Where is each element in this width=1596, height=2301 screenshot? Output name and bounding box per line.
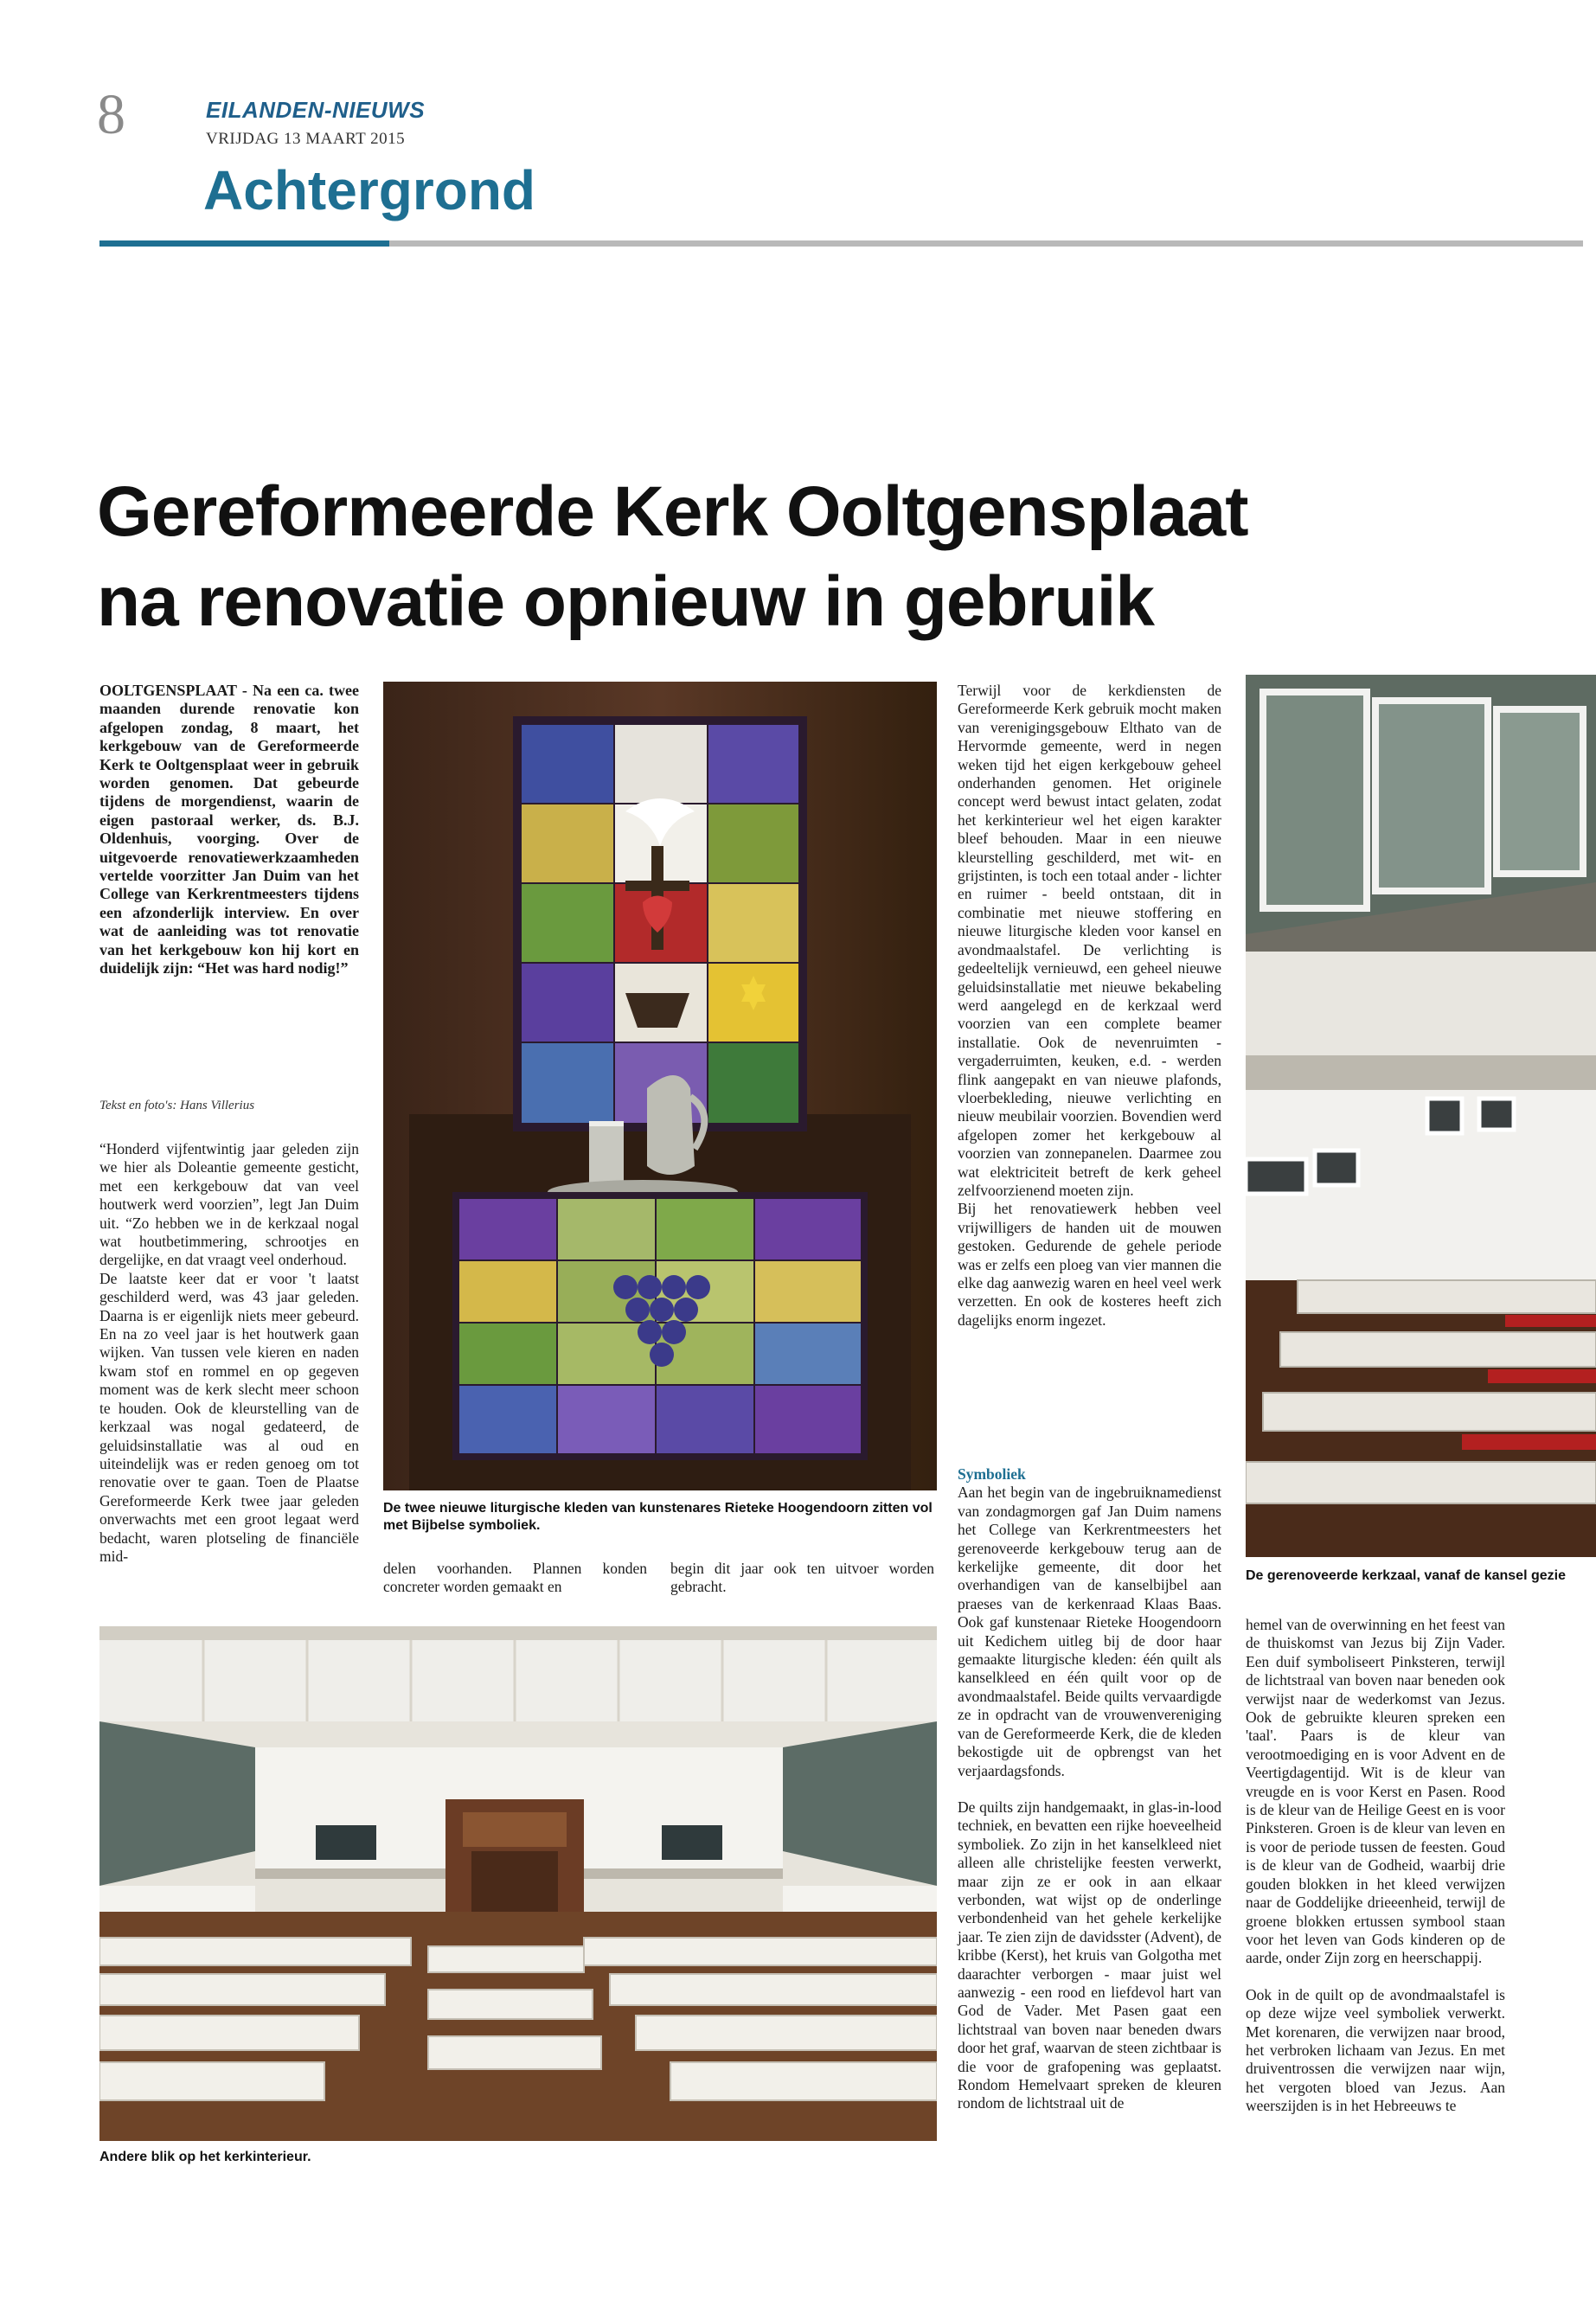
paragraph: hemel van de overwinning en het feest van de thuiskomst van Jezus bij Zijn Vader. Een duif symboliseert Pinksteren, terwijl de lichtstraal van boven naar beneden ook verwijst naar de wederkomst van Jezus. Ook de gebruikte kleuren spreken een 'taal'. Paars is de kleur van verootmoediging en is voor Advent en de Veertigdagentijd. Wit is de kleur van vreugde en is voor Kerst en Pasen. Rood is de kleur van de Heilige Geest en is voor Pinksteren. Groen is de kleur van leven en is voor de periode tussen de feesten. Goud is de kleur van de Godheid, waarbij drie gouden blokken in het kleed verwijzen naar de Goddelijke drieeenheid, terwijl de groene blokken ertussen symbool staan voor het leven van Gods kinderen op de aarde, onder Zijn zorg en heerschappij.	[1246, 1616, 1505, 1967]
article-column-2: delen voorhanden. Plannen konden concreter worden gemaakt en	[383, 1560, 647, 1596]
paragraph: “Honderd vijfentwintig jaar geleden zijn we hier als Doleantie gemeente gesticht, met een kerkgebouw dat van veel houtwerk werd voorzien”, legt Jan Duim uit. “Zo hebben we in de kerkzaal nogal wat houtbetimmering, schrootjes en dergelijke, en dat vraagt veel onderhoud.	[99, 1140, 359, 1269]
subheading: Symboliek	[958, 1465, 1026, 1483]
paragraph: De laatste keer dat er voor 't laatst geschilderd werd, was 43 jaar geleden. Daarna is er eigenlijk niets meer gebeurd. En na zo veel jaar is het houtwerk gaan wijken. Van tussen vele kieren en naden kwam stof en rommel en op gegeven moment was de kerk slecht meer schoon te houden. Ook de kleurstelling van de kerkzaal was nogal gedateerd, de geluidsinstallatie was al oud en uiteindelijk was er reden genoeg om tot renovatie over te gaan. Toen de Plaatse Gereformeerde Kerk twee jaar geleden onverwachts met een groot legaat werd bedacht, waren plotseling de financiële mid-	[99, 1269, 359, 1565]
article-column-3: begin dit jaar ook ten uitvoer worden gebracht.	[670, 1560, 934, 1596]
issue-date: VRIJDAG 13 MAART 2015	[206, 130, 406, 148]
masthead-logo: EILANDEN-NIEUWS	[206, 97, 426, 123]
paragraph: Terwijl voor de kerkdiensten de Gereformeerde Kerk gebruik mocht maken van verenigingsgebouw Elthato van de Hervormde gemeente, werd in negen weken tijd het eigen kerkgebouw geheel onderhanden genomen. Het originele concept werd bewust intact gelaten, zodat het kerkinterieur wel het eigen karakter bleef behouden. Maar in een nieuwe kleurstelling geschilderd, met wit- en grijstinten, is toch een totaal ander - lichter en ruimer - beeld ontstaan, dit in combinatie met nieuwe stoffering en nieuwe liturgische kleden voor kansel en avondmaalstafel. De verlichting is gedeeltelijk vernieuwd, een geheel nieuwe geluidsinstallatie met nieuwe bekabeling werd aangelegd en de kerkzaal werd voorzien van een complete beamer installatie. Ook de nevenruimten - vergaderruimten, keuken, e.d. - werden flink aangepakt en van nieuwe plafonds, vloerbekleding, nieuwe verlichting en nieuw meubilair voorzien. Bovendien werd afgelopen zomer het kerkgebouw al voorzien van zonnepanelen. Daarmee zou wat elektriciteit betreft de kerk geheel zelfvoorzienend moeten zijn.	[958, 682, 1221, 1199]
headline-line-2: na renovatie opnieuw in gebruik	[97, 562, 1154, 641]
section-title: Achtergrond	[203, 159, 535, 221]
church-hall-caption: De gerenoveerde kerkzaal, vanaf de kansel gezie	[1246, 1568, 1566, 1583]
paragraph: Bij het renovatiewerk hebben veel vrijwilligers de handen uit de mouwen gestoken. Gedurende de gehele periode was er zelfs een ploeg van vier mannen die elke dag aanwezig waren en heel veel werk verzetten. En ook de kosteres heeft zich dagelijks enorm ingezet.	[958, 1200, 1221, 1329]
photo-credit: Tekst en foto's: Hans Villerius	[99, 1099, 255, 1112]
church-hall-photo	[1246, 675, 1596, 1557]
header-rule-accent	[99, 240, 389, 247]
article-column-1	[99, 1140, 359, 1566]
article-column-5	[1246, 1616, 1505, 2116]
paragraph: Ook in de quilt op de avondmaalstafel is op deze wijze veel symboliek verwerkt. Met korenaren, die verwijzen naar brood, het verbroken lichaam van Jezus. En met druiventrossen die verwijzen naar wijn, het vergoten bloed van Jezus. Aan weerszijden is in het Hebreeuws te	[1246, 1985, 1505, 2115]
article-intro: OOLTGENSPLAAT - Na een ca. twee maanden durende renovatie kon afgelopen zondag, 8 maart, het kerkgebouw van de Gereformeerde Kerk te Ooltgensplaat weer in gebruik worden genomen. Dat gebeurde tijdens de morgendienst, waarin de eigen pastoraal werker, ds. B.J. Oldenhuis, voorging. Over de uitgevoerde renovatiewerkzaamheden vertelde voorzitter Jan Duim van het College van Kerkrentmeesters tijdens een afzonderlijk interview. En over wat de aanleiding was tot renovatie van het kerkgebouw kon hij kort en duidelijk zijn: “Het was hard nodig!”	[99, 682, 359, 977]
article-column-4-continued	[958, 1465, 1221, 2113]
church-interior-caption: Andere blik op het kerkinterieur.	[99, 2150, 311, 2164]
quilt-photo	[383, 682, 937, 1490]
article-column-4	[958, 682, 1221, 1330]
church-interior-photo	[99, 1626, 937, 2141]
headline	[97, 467, 1481, 647]
page-number: 8	[97, 83, 125, 146]
headline-line-1: Gereformeerde Kerk Ooltgensplaat	[97, 472, 1248, 551]
paragraph: Aan het begin van de ingebruiknamedienst van zondagmorgen gaf Jan Duim namens het College van Kerkrentmeesters het gerenoveerde kerkgebouw terug aan de kerkelijke gemeente, dit door het overhandigen van de kanselbijbel aan praeses van de kerkenraad Klaas Baas. Ook gaf kunstenaar Rieteke Hoogendoorn uit Kedichem uitleg bij de door haar gemaakte liturgische kleden: één quilt als kanselkleed en één quilt voor op de avondmaalstafel. Beide quilts vervaardigde ze in opdracht van de vrouwenvereniging van de Gereformeerde Kerk, die de kleden bekostigde uit de opbrengst van het verjaardagsfonds.	[958, 1484, 1221, 1779]
paragraph: De quilts zijn handgemaakt, in glas-in-lood techniek, en bevatten een rijke hoeveelheid symboliek. Zo zijn in het kanselkleed niet alleen alle christelijke feesten verwerkt, maar zijn ze er ook in aan elkaar verbonden, wat wijst op de onderlinge verbondenheid van het gehele kerkelijke jaar. Te zien zijn de davidsster (Advent), de kribbe (Kerst), het kruis van Golgotha met daarachter verborgen - maar juist wel aanwezig - een rood en liefdevol hart van God de Vader. Met Pasen gaat een lichtstraal van boven naar beneden dwars door het graf, waarvan de steen zichtbaar is die voor de grafopening was geplaatst. Rondom Hemelvaart spreken de kleuren rondom de lichtstraal uit de	[958, 1798, 1221, 2112]
quilt-photo-caption: De twee nieuwe liturgische kleden van kunstenares Rieteke Hoogendoorn zitten vol met Bijbelse symboliek.	[383, 1501, 933, 1533]
